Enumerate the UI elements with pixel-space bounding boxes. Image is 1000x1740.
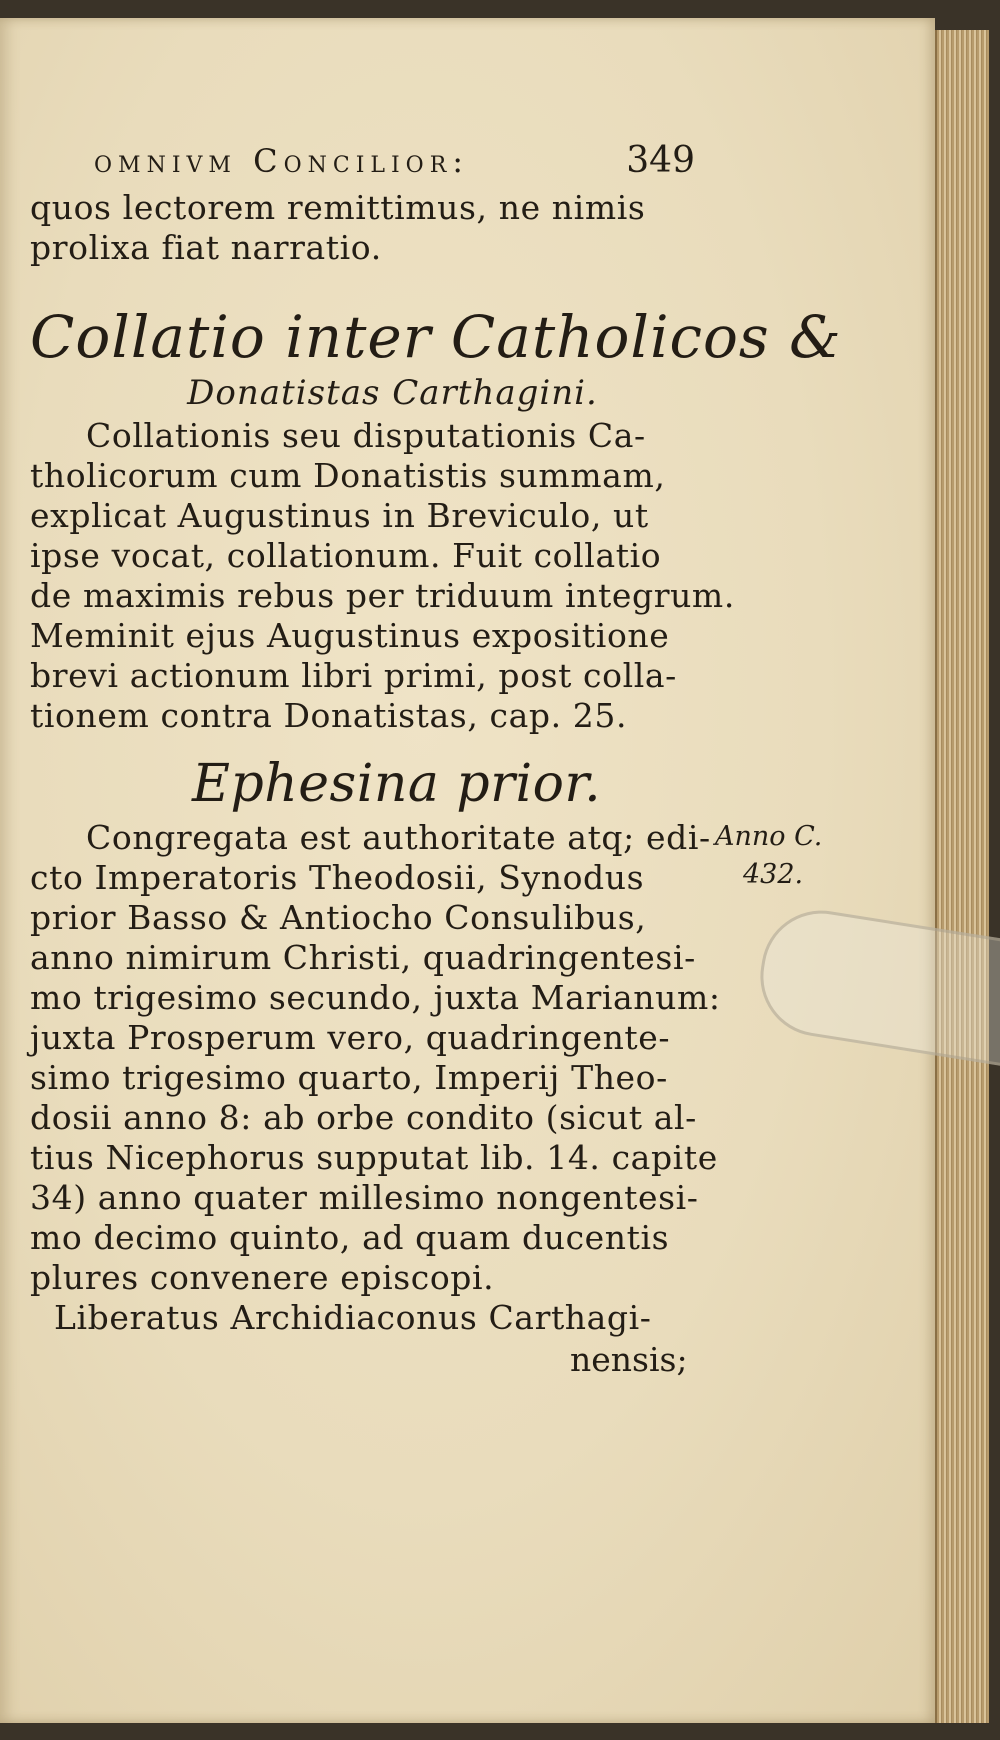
paragraph-line: cto Imperatoris Theodosii, Synodus: [30, 858, 645, 897]
section-heading-ephesina: Ephesina prior.: [192, 754, 602, 814]
paragraph-line: mo trigesimo secundo, juxta Marianum:: [30, 978, 721, 1017]
paragraph-line: prior Basso & Antiocho Consulibus,: [30, 898, 647, 937]
paragraph-line: Congregata est authoritate atq; edi-: [86, 818, 711, 857]
paragraph-line: dosii anno 8: ab orbe condito (sicut al-: [30, 1098, 697, 1137]
paragraph-line: brevi actionum libri primi, post colla-: [30, 656, 677, 695]
paragraph-line: tholicorum cum Donatistis summam,: [30, 456, 666, 495]
paragraph-line: explicat Augustinus in Breviculo, ut: [30, 496, 649, 535]
paragraph-line: plures convenere episcopi.: [30, 1258, 495, 1297]
margin-note-year: [715, 818, 835, 894]
page-number: 349: [626, 140, 695, 181]
section-heading-collatio: Collatio inter Catholicos &: [30, 303, 842, 371]
running-head-title: omnivm Concilior:: [94, 142, 470, 180]
paragraph-line: mo decimo quinto, ad quam ducentis: [30, 1218, 670, 1257]
paragraph-line: Liberatus Archidiaconus Carthagi-: [54, 1298, 652, 1337]
margin-note-year-value: 432.: [743, 859, 804, 890]
section-subheading-collatio: Donatistas Carthagini.: [187, 373, 598, 413]
paragraph-line: tius Nicephorus supputat lib. 14. capite: [30, 1138, 718, 1177]
paragraph-line: juxta Prosperum vero, quadringente-: [30, 1018, 671, 1057]
margin-note-label: Anno C.: [715, 821, 823, 852]
paragraph-line: anno nimirum Christi, quadringentesi-: [30, 938, 696, 977]
book-fore-edge: [935, 30, 989, 1730]
paragraph-line: simo trigesimo quarto, Imperij Theo-: [30, 1058, 668, 1097]
text-line: prolixa fiat narratio.: [30, 228, 382, 267]
paragraph-line: ipse vocat, collationum. Fuit collatio: [30, 536, 662, 575]
paragraph-line: Collationis seu disputationis Ca-: [86, 416, 646, 455]
text-line: quos lectorem remittimus, ne nimis: [30, 188, 646, 227]
paragraph-line: de maximis rebus per triduum integrum.: [30, 576, 735, 615]
paragraph-line: 34) anno quater millesimo nongentesi-: [30, 1178, 699, 1217]
scan-border: [0, 1723, 1000, 1740]
running-head: [30, 140, 695, 188]
catchword: nensis;: [570, 1340, 688, 1379]
paragraph-line: Meminit ejus Augustinus expositione: [30, 616, 670, 655]
paragraph-line: tionem contra Donatistas, cap. 25.: [30, 696, 628, 735]
